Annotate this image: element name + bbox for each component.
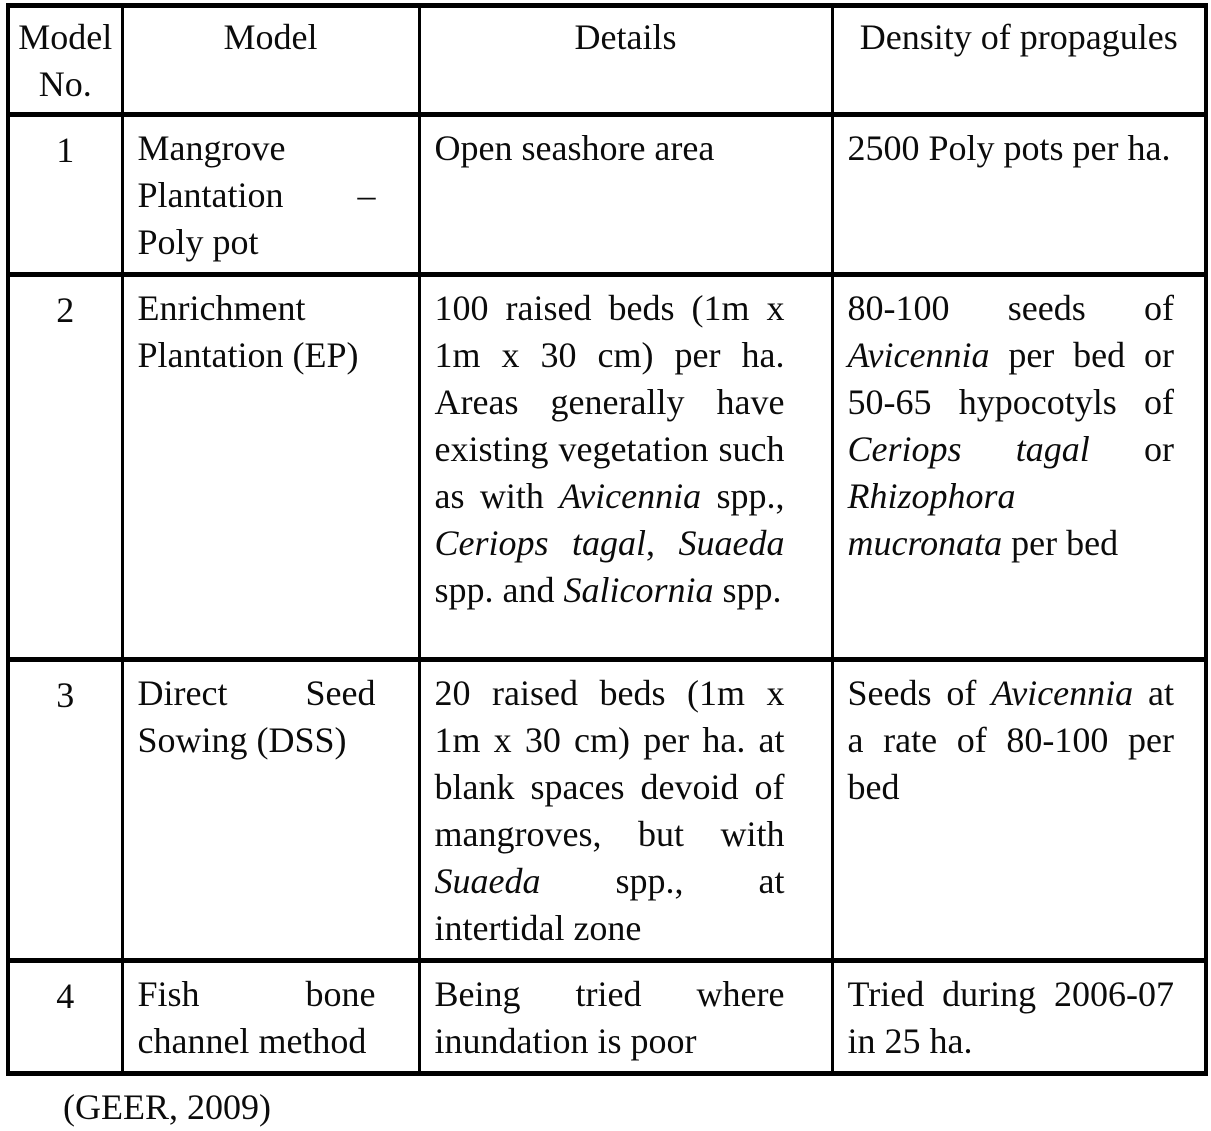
table-row <box>8 961 1206 1074</box>
column-header-model: Model <box>122 6 419 115</box>
cell-model: Direct Seed Sowing (DSS) <box>122 660 419 961</box>
cell-model: Fish bone channel method <box>122 961 419 1074</box>
plantation-models-table <box>6 3 1208 1076</box>
cell-details: Being tried where inundation is poor <box>419 961 832 1074</box>
source-citation: (GEER, 2009) <box>63 1087 271 1127</box>
cell-details: 20 raised beds (1m x 1m x 30 cm) per ha. at blank spaces devoid of mangroves, but with Suaeda spp., at intertidal zone <box>419 660 832 961</box>
cell-model: Mangrove Plantation – Poly pot <box>122 115 419 275</box>
cell-density: Seeds of Avicennia at a rate of 80-100 per bed <box>832 660 1206 961</box>
cell-details: Open seashore area <box>419 115 832 275</box>
table-row <box>8 275 1206 660</box>
column-header-details: Details <box>419 6 832 115</box>
cell-model-no: 3 <box>8 660 122 961</box>
column-header-density: Density of propagules <box>832 6 1206 115</box>
cell-density: 80-100 seeds of Avicennia per bed or 50-65 hypocotyls of Ceriops tagal or Rhizophora mucronata per bed <box>832 275 1206 660</box>
cell-model-no: 2 <box>8 275 122 660</box>
table-header-row <box>8 6 1206 115</box>
table-row <box>8 115 1206 275</box>
cell-density: 2500 Poly pots per ha. <box>832 115 1206 275</box>
cell-model-no: 4 <box>8 961 122 1074</box>
column-header-model-no: Model No. <box>8 6 122 115</box>
cell-details: 100 raised beds (1m x 1m x 30 cm) per ha. Areas generally have existing vegetation such as with Avicennia spp., Ceriops tagal, Suaeda spp. and Salicornia spp. <box>419 275 832 660</box>
cell-model-no: 1 <box>8 115 122 275</box>
table-row <box>8 660 1206 961</box>
cell-density: Tried during 2006-07 in 25 ha. <box>832 961 1206 1074</box>
cell-model: Enrichment Plantation (EP) <box>122 275 419 660</box>
